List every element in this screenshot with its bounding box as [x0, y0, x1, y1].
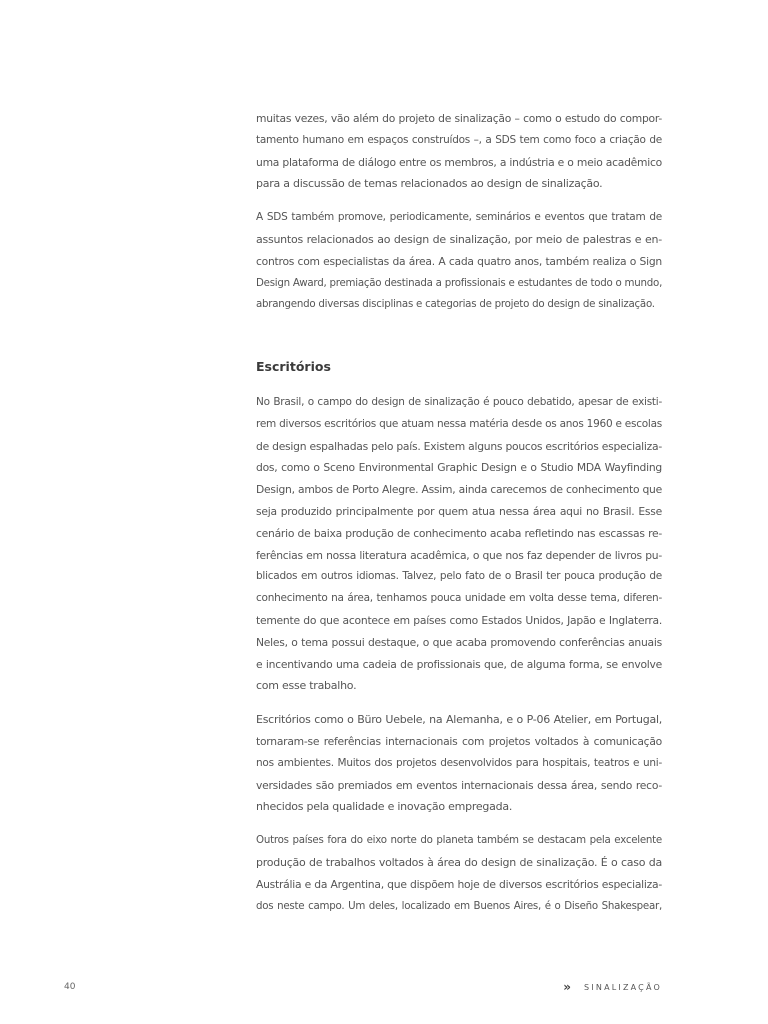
- text-line: Neles, o tema possui destaque, o que acaba promovendo conferências anuais: [256, 635, 662, 649]
- running-footer: [563, 980, 662, 994]
- text-line: nos ambientes. Muitos dos projetos desenvolvidos para hospitais, teatros e uni-: [256, 756, 662, 769]
- text-line: cenário de baixa produção de conhecimento acaba refletindo nas escassas re-: [256, 526, 662, 540]
- paragraph-sds-focus: [256, 108, 662, 195]
- text-line: ferências em nossa literatura acadêmica, o que nos faz depender de livros pu-: [256, 548, 662, 562]
- paragraph-gap: [256, 195, 662, 207]
- paragraph-other-countries: [256, 830, 662, 917]
- text-line: abrangendo diversas disciplinas e categorias de projeto do design de sinalização.: [256, 298, 655, 311]
- intro-text-block: [256, 108, 662, 316]
- text-line: blicados em outros idiomas. Talvez, pelo fato de o Brasil ter pouca produção de: [256, 570, 662, 583]
- text-line: contros com especialistas da área. A cada quatro anos, também realiza o Sign: [256, 254, 662, 268]
- text-line: e incentivando uma cadeia de profissionais que, de alguma forma, se envolve: [256, 657, 662, 671]
- text-line: nhecidos pela qualidade e inovação empregada.: [256, 800, 513, 814]
- text-line: para a discussão de temas relacionados ao design de sinalização.: [256, 177, 603, 191]
- section-label: SINALIZAÇÃO: [584, 982, 662, 992]
- text-line: com esse trabalho.: [256, 679, 357, 693]
- text-line: temente do que acontece em países como Estados Unidos, Japão e Inglaterra.: [256, 613, 662, 627]
- double-chevron-icon: »: [563, 980, 571, 994]
- section-heading: Escritórios: [256, 359, 331, 374]
- text-line: versidades são premiados em eventos internacionais dessa área, sendo reco-: [256, 778, 662, 792]
- text-line: tornaram-se referências internacionais com projetos voltados à comunicação: [256, 734, 662, 748]
- text-line: dos neste campo. Um deles, localizado em Buenos Aires, é o Diseño Shakespear,: [256, 899, 662, 912]
- text-line: A SDS também promove, periodicamente, seminários e eventos que tratam de: [256, 211, 662, 224]
- text-line: No Brasil, o campo do design de sinalização é pouco debatido, apesar de existi-: [256, 396, 662, 408]
- text-line: Outros países fora do eixo norte do planeta também se destacam pela excelente: [256, 834, 662, 847]
- section-text-block: [256, 392, 662, 917]
- paragraph-brazil: [256, 392, 662, 697]
- text-line: dos, como o Sceno Environmental Graphic Design e o Studio MDA Wayfinding: [256, 461, 662, 475]
- paragraph-gap: [256, 818, 662, 830]
- text-line: assuntos relacionados ao design de sinalização, por meio de palestras e en-: [256, 232, 662, 246]
- text-line: uma plataforma de diálogo entre os membros, a indústria e o meio acadêmico: [256, 155, 662, 169]
- paragraph-international-offices: [256, 709, 662, 818]
- text-line: de design espalhadas pelo país. Existem alguns poucos escritórios especializa-: [256, 439, 662, 453]
- text-line: Design Award, premiação destinada a profissionais e estudantes de todo o mundo,: [256, 276, 663, 289]
- text-line: tamento humano em espaços construídos –, a SDS tem como foco a criação de: [256, 133, 662, 146]
- paragraph-sds-events: [256, 207, 662, 316]
- text-line: rem diversos escritórios que atuam nessa matéria desde os anos 1960 e escolas: [256, 417, 662, 430]
- text-line: seja produzido principalmente por quem atua nessa área aqui no Brasil. Esse: [256, 504, 662, 518]
- page-number: 40: [64, 982, 76, 992]
- text-line: Escritórios como o Büro Uebele, na Alemanha, e o P-06 Atelier, em Portugal,: [256, 713, 662, 727]
- text-line: conhecimento na área, tenhamos pouca unidade em volta desse tema, diferen-: [256, 592, 662, 605]
- text-line: muitas vezes, vão além do projeto de sinalização – como o estudo do compor-: [256, 112, 662, 125]
- text-line: Design, ambos de Porto Alegre. Assim, ainda carecemos de conhecimento que: [256, 483, 662, 497]
- text-line: produção de trabalhos voltados à área do design de sinalização. É o caso da: [256, 855, 662, 869]
- paragraph-gap: [256, 697, 662, 709]
- text-line: Austrália e da Argentina, que dispõem hoje de diversos escritórios especializa-: [256, 877, 662, 891]
